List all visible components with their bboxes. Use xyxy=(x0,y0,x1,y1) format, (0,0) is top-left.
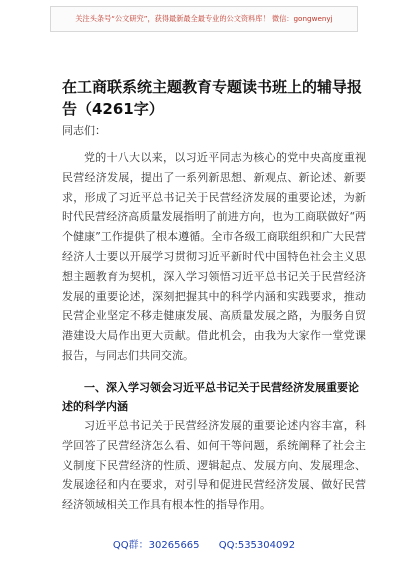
paragraph-intro: 党的十八大以来，以习近平同志为核心的党中央高度重视民营经济发展，提出了一系列新思想、新观点、新论述、新要求，形成了习近平总书记关于民营经济发展的重要论述，为新时代民营经济高质量发展指明了前进方向，也为工商联做好“两个健康”工作提供了根本遵循。全市各级工商联组织和广大民营经济人士要以开展学习贯彻习近平新时代中国特色社会主义思想主题教育为契机，深入学习领悟习近平总书记关于民营经济发展的重要论述，深刻把握其中的科学内涵和实践要求，推动民营企业坚定不移走健康发展、高质量发展之路，为服务自贸港建设大局作出更大贡献。借此机会，由我为大家作一堂党课报告，与同志们共同交流。 xyxy=(62,151,366,362)
document-title: 在工商联系统主题教育专题读书班上的辅导报告（4261字） xyxy=(62,78,363,118)
qq-number: QQ:535304092 xyxy=(218,540,296,551)
promo-banner xyxy=(50,6,358,32)
section-heading: 一、深入学习领会习近平总书记关于民营经济发展重要论述的科学内涵 xyxy=(62,381,359,413)
greeting: 同志们： xyxy=(62,124,106,137)
qq-group-number: QQ群：30265665 xyxy=(112,540,200,551)
paragraph-section-1: 习近平总书记关于民营经济发展的重要论述内容丰富，科学回答了民营经济怎么看、如何干等问题，系统阐释了社会主义制度下民营经济的性质、逻辑起点、发展方向、发展理念、发展途径和内在要求，对引导和促进民营经济发展、做好民营经济领域相关工作具有根本性的指导作用。 xyxy=(62,419,366,512)
page-footer xyxy=(0,536,408,551)
promo-banner-text: 关注头条号“公文研究”，获得最新最全最专业的公文资料库！ 微信：gongwenyj xyxy=(75,14,333,23)
